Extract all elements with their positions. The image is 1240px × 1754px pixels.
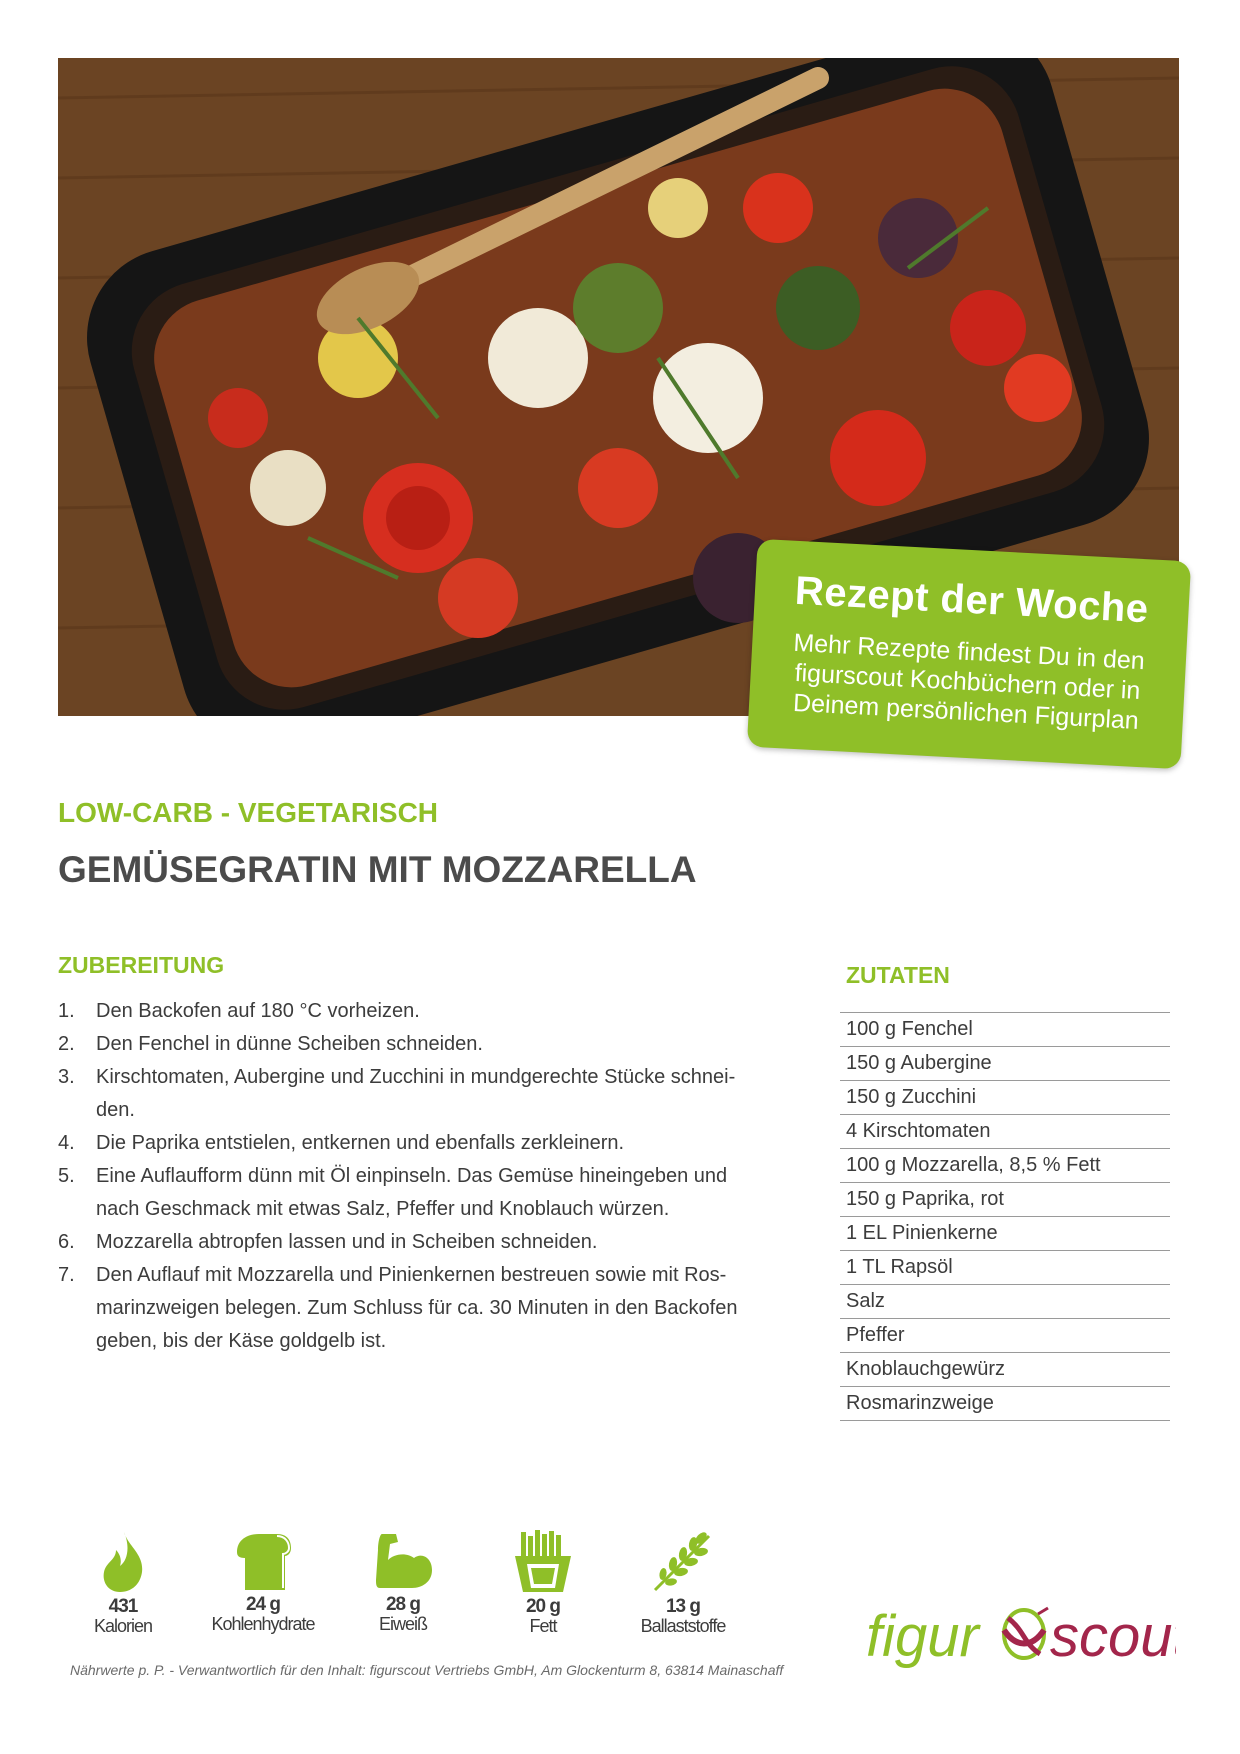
ingredient-item: 150 g Paprika, rot [840, 1183, 1170, 1217]
flame-icon [98, 1530, 148, 1594]
ingredient-item: Salz [840, 1285, 1170, 1319]
figurscout-logo [866, 1598, 1176, 1678]
footer-note: Nährwerte p. P. - Verwantwortlich für den Inhalt: figurscout Vertriebs GmbH, Am Glockenturm 8, 63814 Mainaschaff [70, 1662, 784, 1678]
ingredient-item: 1 EL Pinienkerne [840, 1217, 1170, 1251]
nutrient-carbs: 24 g Kohlenhydrate [198, 1530, 328, 1635]
measuring-tape-icon [1004, 1608, 1048, 1658]
muscle-icon [372, 1530, 434, 1592]
badge-title: Rezept der Woche [793, 568, 1150, 632]
step-item: 4. Die Paprika entstielen, entkernen und ebenfalls zerkleinern. [58, 1132, 625, 1154]
figurscout-logo-mark [866, 1598, 1176, 1678]
bread-icon [233, 1530, 293, 1592]
recipe-title: GEMÜSEGRATIN MIT MOZZARELLA [58, 849, 697, 890]
recipe-category: LOW-CARB - VEGETARISCH [58, 797, 439, 828]
wheat-icon [651, 1530, 715, 1594]
preparation-steps [58, 995, 758, 1358]
ingredient-item: Rosmarinzweige [840, 1387, 1170, 1421]
ingredient-item: Knoblauchgewürz [840, 1353, 1170, 1387]
preparation-heading: ZUBEREITUNG [58, 952, 225, 978]
step-item: 7. Den Auflauf mit Mozzarella und Pinienkernen bestreuen sowie mit Ros-marinzweigen belegen. Zum Schluss für ca. 30 Minuten in den Backofen geben, bis der Käse goldgelb ist. [58, 1264, 738, 1352]
step-item: 6. Mozzarella abtropfen lassen und in Scheiben schneiden. [58, 1231, 598, 1253]
badge-text: Mehr Rezepte findest Du in den figurscout Kochbüchern oder in Deinem persönlichen Figurplan [792, 628, 1146, 735]
ingredients-list [840, 1012, 1170, 1421]
ingredient-item: 100 g Mozzarella, 8,5 % Fett [840, 1149, 1170, 1183]
ingredients-heading: ZUTATEN [846, 962, 950, 988]
step-item: 1. Den Backofen auf 180 °C vorheizen. [58, 1000, 420, 1022]
recipe-of-the-week-badge [747, 539, 1191, 769]
fries-icon [513, 1530, 573, 1594]
svg-text:figur: figur [866, 1604, 979, 1669]
step-item: 5. Eine Auflaufform dünn mit Öl einpinseln. Das Gemüse hineingeben und nach Geschmack mit etwas Salz, Pfeffer und Knoblauch würzen. [58, 1165, 728, 1220]
nutrient-fiber: 13 g Ballaststoffe [618, 1530, 748, 1637]
ingredient-item: 150 g Aubergine [840, 1047, 1170, 1081]
ingredient-item: 100 g Fenchel [840, 1012, 1170, 1047]
ingredient-item: 4 Kirschtomaten [840, 1115, 1170, 1149]
step-item: 2. Den Fenchel in dünne Scheiben schneiden. [58, 1033, 483, 1055]
ingredient-item: Pfeffer [840, 1319, 1170, 1353]
step-item: 3. Kirschtomaten, Aubergine und Zucchini in mundgerechte Stücke schnei-den. [58, 1066, 736, 1121]
nutrient-calories: 431 Kalorien [58, 1530, 188, 1637]
nutrient-row [58, 1530, 758, 1650]
nutrient-protein: 28 g Eiweiß [338, 1530, 468, 1635]
ingredient-item: 150 g Zucchini [840, 1081, 1170, 1115]
nutrient-fat: 20 g Fett [478, 1530, 608, 1637]
ingredient-item: 1 TL Rapsöl [840, 1251, 1170, 1285]
svg-text:scout: scout [1050, 1604, 1176, 1669]
